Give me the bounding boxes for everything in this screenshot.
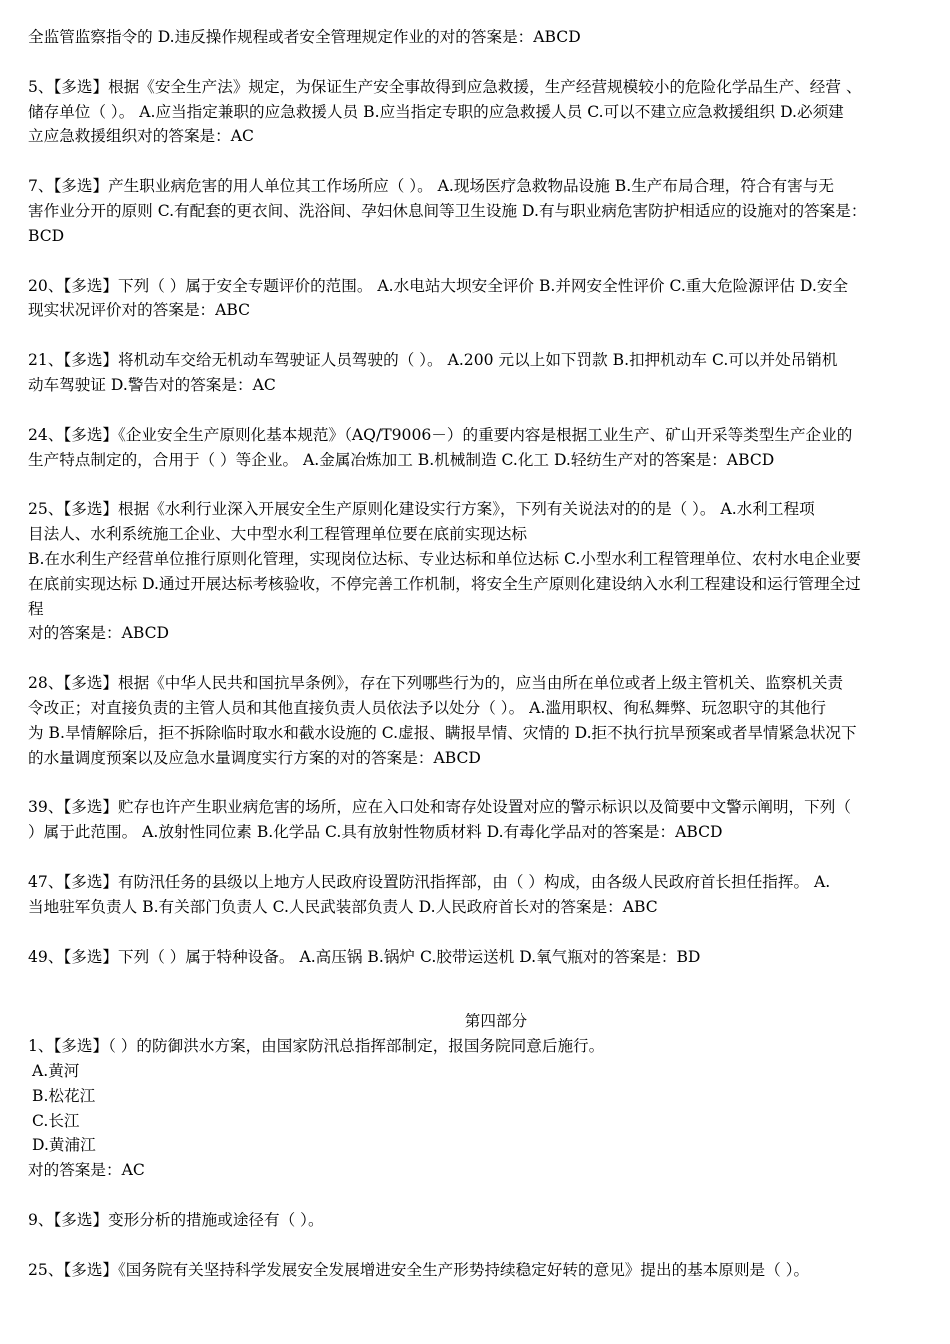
question-paragraph bbox=[28, 870, 924, 920]
paragraph-line: 对的答案是：ABCD bbox=[28, 624, 170, 643]
paragraph-line: 当地驻军负责人 B.有关部门负责人 C.人民武装部负责人 D.人民政府首长对的答案是：ABC bbox=[28, 897, 658, 916]
question-9 bbox=[28, 1208, 924, 1233]
question-paragraph bbox=[28, 671, 924, 770]
question-paragraph bbox=[28, 25, 924, 50]
paragraph-line: 24、【多选】《企业安全生产原则化基本规范》（AQ/T9006－）的重要内容是根据工业生产、矿山开采等类型生产企业的 bbox=[28, 425, 853, 444]
question-9-stem: 9、【多选】变形分析的措施或途径有（ ）。 bbox=[28, 1210, 324, 1229]
section-title: 第四部分 bbox=[464, 1012, 528, 1031]
paragraph-line: 21、【多选】将机动车交给无机动车驾驶证人员驾驶的（ ）。 A.200 元以上如下罚款 B.扣押机动车 C.可以并处吊销机 bbox=[28, 351, 838, 370]
option-a: A.黄河 bbox=[32, 1061, 80, 1080]
paragraph-line: 储存单位（ ）。 A.应当指定兼职的应急救援人员 B.应当指定专职的应急救援人员 C.可以不建立应急救援组织 D.必须建 bbox=[28, 102, 844, 121]
question-25 bbox=[28, 1258, 924, 1283]
question-paragraph bbox=[28, 274, 924, 324]
question-paragraph bbox=[28, 174, 924, 248]
document-page bbox=[28, 25, 924, 1282]
option-b: B.松花江 bbox=[32, 1086, 96, 1105]
paragraph-line: 现实状况评价对的答案是：ABC bbox=[28, 301, 251, 320]
paragraph-line: 生产特点制定的，合用于（ ）等企业。 A.金属冶炼加工 B.机械制造 C.化工 D.轻纺生产对的答案是：ABCD bbox=[28, 450, 775, 469]
paragraph-line: 害作业分开的原则 C.有配套的更衣间、洗浴间、孕妇休息间等卫生设施 D.有与职业病危害防护相适应的设施对的答案是： bbox=[28, 201, 867, 220]
option-d: D.黄浦江 bbox=[32, 1136, 96, 1155]
paragraph-line: 49、【多选】下列（ ）属于特种设备。 A.高压锅 B.锅炉 C.胶带运送机 D.氧气瓶对的答案是：BD bbox=[28, 947, 701, 966]
question-paragraph bbox=[28, 795, 924, 845]
question-1-answer: 对的答案是：AC bbox=[28, 1161, 145, 1180]
paragraph-line: 25、【多选】根据《水利行业深入开展安全生产原则化建设实行方案》，下列有关说法对的的是（ ）。 A.水利工程项 bbox=[28, 500, 815, 519]
question-paragraph bbox=[28, 348, 924, 398]
paragraph-line: BCD bbox=[28, 226, 65, 245]
paragraph-line: 目法人、水利系统施工企业、大中型水利工程管理单位要在底前实现达标 bbox=[28, 525, 528, 544]
paragraph-line: B.在水利生产经营单位推行原则化管理，实现岗位达标、专业达标和单位达标 C.小型水利工程管理单位、农村水电企业要 bbox=[28, 549, 861, 568]
paragraph-line: 动车驾驶证 D.警告对的答案是：AC bbox=[28, 375, 276, 394]
question-paragraph bbox=[28, 497, 924, 646]
question-25-stem: 25、【多选】《国务院有关坚持科学发展安全发展增进安全生产形势持续稳定好转的意见》提出的基本原则是（ ）。 bbox=[28, 1260, 810, 1279]
paragraph-line: ）属于此范围。 A.放射性同位素 B.化学品 C.具有放射性物质材料 D.有毒化学品对的答案是：ABCD bbox=[28, 823, 723, 842]
paragraph-line: 5、【多选】根据《安全生产法》规定，为保证生产安全事故得到应急救援，生产经营规模较小的危险化学品生产、经营 、 bbox=[28, 77, 862, 96]
paragraph-line: 7、【多选】产生职业病危害的用人单位其工作场所应（ ）。 A.现场医疗急救物品设施 B.生产布局合理，符合有害与无 bbox=[28, 177, 834, 196]
question-list bbox=[28, 25, 924, 969]
option-c: C.长江 bbox=[32, 1111, 80, 1130]
paragraph-line: 20、【多选】下列（ ）属于安全专题评价的范围。 A.水电站大坝安全评价 B.并网安全性评价 C.重大危险源评估 D.安全 bbox=[28, 276, 849, 295]
question-paragraph bbox=[28, 945, 924, 970]
paragraph-line: 39、【多选】贮存也许产生职业病危害的场所，应在入口处和寄存处设置对应的警示标识以及简要中文警示阐明，下列（ bbox=[28, 798, 851, 817]
paragraph-line: 全监管监察指令的 D.违反操作规程或者安全管理规定作业的对的答案是：ABCD bbox=[28, 28, 581, 46]
paragraph-line: 47、【多选】有防汛任务的县级以上地方人民政府设置防汛指挥部，由（ ）构成，由各级人民政府首长担任指挥。 A. bbox=[28, 872, 831, 891]
question-paragraph bbox=[28, 75, 924, 149]
question-1 bbox=[28, 1034, 924, 1183]
question-1-stem: 1、【多选】（ ）的防御洪水方案，由国家防汛总指挥部制定，报国务院同意后施行。 bbox=[28, 1037, 605, 1056]
paragraph-line: 的水量调度预案以及应急水量调度实行方案的对的答案是：ABCD bbox=[28, 748, 481, 767]
paragraph-line: 令改正；对直接负责的主管人员和其他直接负责人员依法予以处分（ ）。 A.滥用职权、徇私舞弊、玩忽职守的其他行 bbox=[28, 698, 827, 717]
question-paragraph bbox=[28, 423, 924, 473]
paragraph-line: 28、【多选】根据《中华人民共和国抗旱条例》，存在下列哪些行为的，应当由所在单位或者上级主管机关、监察机关责 bbox=[28, 674, 844, 693]
paragraph-line: 在底前实现达标 D.通过开展达标考核验收，不停完善工作机制，将安全生产原则化建设纳入水利工程建设和运行管理全过 bbox=[28, 574, 861, 593]
paragraph-line: 程 bbox=[28, 599, 44, 618]
paragraph-line: 立应急救援组织对的答案是：AC bbox=[28, 127, 254, 146]
paragraph-line: 为 B.旱情解除后，拒不拆除临时取水和截水设施的 C.虚报、瞒报旱情、灾情的 D.拒不执行抗旱预案或者旱情紧急状况下 bbox=[28, 723, 857, 742]
